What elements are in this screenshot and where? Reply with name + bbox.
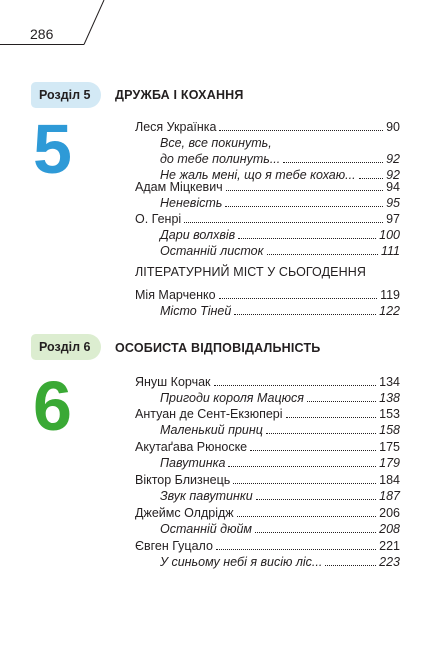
toc-entry[interactable]: [160, 196, 400, 211]
bridge-subheading: ЛІТЕРАТУРНИЙ МІСТ У СЬОГОДЕННЯ: [135, 265, 366, 279]
toc-author: О. Генрі: [135, 212, 182, 226]
toc-leader: [307, 392, 376, 402]
toc-page: 134: [379, 375, 400, 389]
toc-page: 184: [379, 473, 400, 487]
section-6-digit: 6: [33, 367, 72, 445]
toc-leader: [255, 523, 376, 533]
toc-leader: [286, 408, 377, 418]
toc-entry[interactable]: [135, 375, 400, 390]
toc-page: 187: [379, 489, 400, 503]
toc-leader: [266, 424, 376, 434]
toc-author: Антуан де Сент-Екзюпері: [135, 407, 283, 421]
toc-leader: [359, 169, 384, 179]
toc-page: 100: [379, 228, 400, 242]
toc-leader: [219, 121, 383, 131]
toc-page: 153: [379, 407, 400, 421]
toc-page: 92: [386, 152, 400, 166]
toc-leader: [216, 540, 376, 550]
toc-entry[interactable]: [160, 304, 400, 319]
section-6-badge: Розділ 6: [31, 334, 101, 360]
toc-entry[interactable]: [160, 522, 400, 537]
toc-page: 206: [379, 506, 400, 520]
toc-leader: [237, 507, 377, 517]
toc-entry[interactable]: [135, 212, 400, 227]
toc-work-title: Пригоди короля Мацюся: [160, 391, 304, 405]
toc-leader: [226, 181, 383, 191]
toc-page: 95: [386, 196, 400, 210]
toc-page: 223: [379, 555, 400, 569]
toc-work-title: Звук павутинки: [160, 489, 253, 503]
toc-entry[interactable]: [160, 391, 400, 406]
toc-work-title: У синьому небі я висію ліс...: [160, 555, 323, 569]
toc-author: Мія Марченко: [135, 288, 216, 302]
toc-entry[interactable]: [135, 506, 400, 521]
toc-entry[interactable]: [160, 456, 400, 471]
section-5-digit: 5: [33, 110, 72, 188]
toc-leader: [325, 556, 376, 566]
toc-page: 119: [380, 288, 400, 302]
toc-page: 94: [386, 180, 400, 194]
toc-leader: [234, 305, 376, 315]
section-5-badge: Розділ 5: [31, 82, 101, 108]
toc-page: 90: [386, 120, 400, 134]
toc-work-title: Маленький принц: [160, 423, 263, 437]
toc-page: 138: [379, 391, 400, 405]
toc-entry[interactable]: [160, 136, 400, 151]
toc-leader: [233, 474, 376, 484]
toc-work-title: Останній листок: [160, 244, 264, 258]
toc-author: Леся Українка: [135, 120, 217, 134]
toc-work-title: до тебе полинуть...: [160, 152, 281, 166]
toc-page: 221: [379, 539, 400, 553]
toc-leader: [184, 213, 383, 223]
toc-author: Адам Міцкевич: [135, 180, 223, 194]
toc-entry[interactable]: [135, 288, 400, 303]
toc-entry[interactable]: [160, 244, 400, 259]
toc-entry[interactable]: [160, 228, 400, 243]
toc-work-title: Місто Тіней: [160, 304, 232, 318]
toc-entry[interactable]: [135, 120, 400, 135]
toc-author: Януш Корчак: [135, 375, 211, 389]
toc-entry[interactable]: [160, 489, 400, 504]
toc-work-title: Останній дюйм: [160, 522, 252, 536]
toc-leader: [228, 457, 376, 467]
toc-work-title: Не жаль мені, що я тебе кохаю...: [160, 168, 356, 182]
toc-page: 158: [379, 423, 400, 437]
toc-leader: [256, 490, 376, 500]
toc-leader: [219, 289, 378, 299]
toc-entry[interactable]: [135, 473, 400, 488]
toc-entry[interactable]: [135, 440, 400, 455]
toc-entry[interactable]: [135, 407, 400, 422]
toc-work-title: Неневість: [160, 196, 223, 210]
toc-page: 179: [379, 456, 400, 470]
page-number: 286: [30, 26, 54, 42]
toc-work-title: Павутинка: [160, 456, 226, 470]
toc-leader: [283, 153, 383, 163]
toc-work-title: Все, все покинуть,: [160, 136, 272, 150]
header-rule: [0, 0, 439, 60]
toc-leader: [225, 197, 383, 207]
toc-entry[interactable]: [160, 555, 400, 570]
toc-author: Євген Гуцало: [135, 539, 213, 553]
toc-leader: [238, 229, 376, 239]
toc-author: Віктор Близнець: [135, 473, 231, 487]
toc-leader: [250, 441, 376, 451]
toc-page: 92: [386, 168, 400, 182]
toc-page: 208: [379, 522, 400, 536]
toc-work-title: Дари волхвів: [160, 228, 236, 242]
toc-entry[interactable]: [135, 539, 400, 554]
toc-page: 175: [379, 440, 400, 454]
toc-leader: [214, 376, 377, 386]
toc-page: 97: [386, 212, 400, 226]
toc-entry[interactable]: [160, 423, 400, 438]
section-5-title: ДРУЖБА І КОХАННЯ: [115, 88, 244, 102]
toc-leader: [267, 245, 378, 255]
toc-page: 111: [380, 244, 400, 258]
toc-author: Джеймс Олдрідж: [135, 506, 234, 520]
toc-author: Акутаґава Рюноске: [135, 440, 248, 454]
section-6-title: ОСОБИСТА ВІДПОВІДАЛЬНІСТЬ: [115, 341, 321, 355]
toc-entry[interactable]: [160, 152, 400, 167]
toc-page: 122: [379, 304, 400, 318]
toc-entry[interactable]: [135, 180, 400, 195]
